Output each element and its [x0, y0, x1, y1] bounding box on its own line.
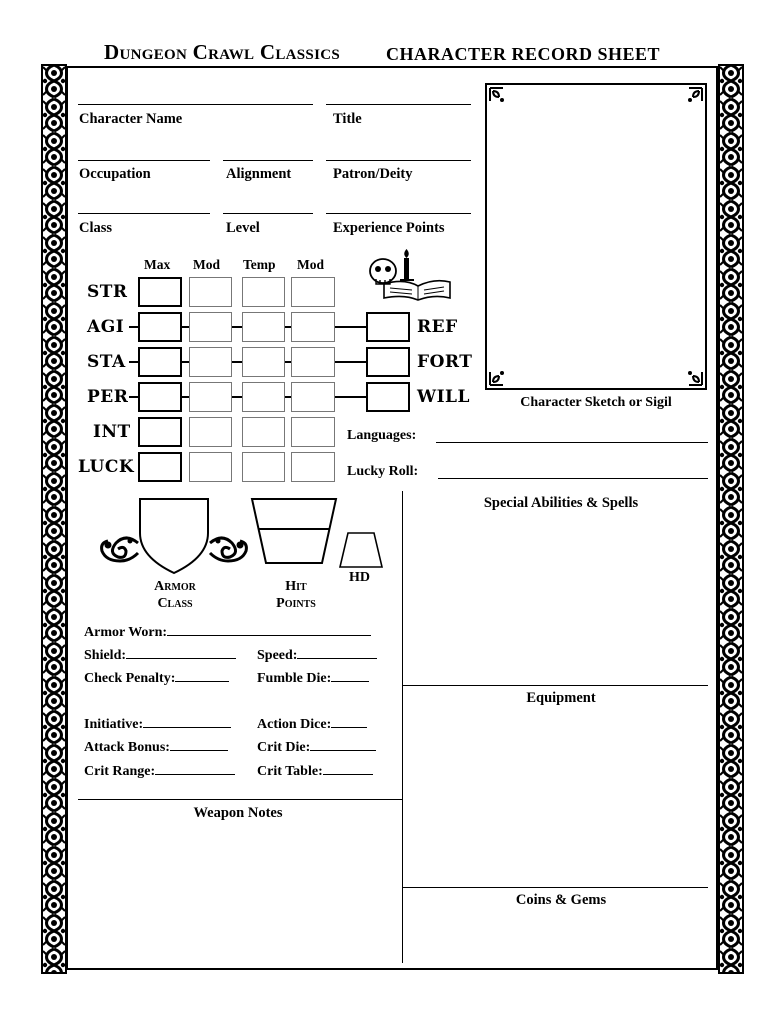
- alignment-line[interactable]: [223, 160, 313, 161]
- weapon-notes-title: Weapon Notes: [193, 805, 283, 821]
- action-dice-label: Action Dice:: [257, 717, 332, 732]
- patron-deity-line[interactable]: [326, 160, 471, 161]
- int-max-box[interactable]: [138, 417, 182, 447]
- agi-mod-box[interactable]: [189, 312, 232, 342]
- equipment-area[interactable]: [404, 710, 708, 882]
- int-mod-box[interactable]: [189, 417, 232, 447]
- connector-line: [335, 396, 367, 398]
- save-will-label: WILL: [417, 387, 470, 407]
- check-penalty-field[interactable]: [84, 671, 229, 687]
- level-label: Level: [226, 220, 260, 236]
- stat-per-label: PER: [87, 387, 129, 407]
- per-mod-box[interactable]: [189, 382, 232, 412]
- col-mod: Mod: [193, 257, 220, 272]
- per-temp-mod-box[interactable]: [291, 382, 335, 412]
- fumble-die-field[interactable]: [257, 671, 369, 687]
- crit-table-label: Crit Table:: [257, 764, 323, 779]
- crit-die-field[interactable]: [257, 740, 376, 756]
- connector-line: [335, 361, 367, 363]
- special-abilities-area[interactable]: [404, 515, 708, 681]
- will-save-box[interactable]: [366, 382, 410, 412]
- experience-points-line[interactable]: [326, 213, 471, 214]
- corner-ornament-icon: [685, 87, 703, 105]
- crit-table-field[interactable]: [257, 764, 373, 780]
- connector-line: [232, 361, 242, 363]
- armor-class-caption-line1: Armor: [154, 579, 196, 594]
- left-ornamental-border: [41, 64, 67, 974]
- shield-label: Shield:: [84, 648, 127, 663]
- luck-temp-mod-box[interactable]: [291, 452, 335, 482]
- col-max: Max: [144, 257, 171, 272]
- lucky-roll-label: Lucky Roll:: [347, 464, 419, 479]
- stat-int-label: INT: [93, 422, 131, 442]
- agi-temp-mod-box[interactable]: [291, 312, 335, 342]
- speed-label: Speed:: [257, 648, 298, 663]
- skull-book-icon: [364, 246, 452, 302]
- str-mod-box[interactable]: [189, 277, 232, 307]
- crit-range-label: Crit Range:: [84, 764, 156, 779]
- ref-save-box[interactable]: [366, 312, 410, 342]
- weapon-notes-area[interactable]: [80, 826, 398, 962]
- luck-mod-box[interactable]: [189, 452, 232, 482]
- initiative-label: Initiative:: [84, 717, 144, 732]
- sta-temp-mod-box[interactable]: [291, 347, 335, 377]
- experience-points-label: Experience Points: [333, 220, 445, 236]
- hit-dice-box-icon[interactable]: [338, 531, 384, 569]
- agi-max-box[interactable]: [138, 312, 182, 342]
- attack-bonus-field[interactable]: [84, 740, 228, 756]
- col-temp-mod: Mod: [297, 257, 324, 272]
- coins-divider: [402, 887, 708, 888]
- fort-save-box[interactable]: [366, 347, 410, 377]
- initiative-field[interactable]: [84, 717, 231, 733]
- class-label: Class: [79, 220, 113, 236]
- hit-points-caption-line2: Points: [276, 596, 316, 611]
- languages-label: Languages:: [347, 428, 417, 443]
- occupation-line[interactable]: [78, 160, 210, 161]
- character-sketch-box[interactable]: [485, 83, 707, 390]
- title-line[interactable]: [326, 104, 471, 105]
- stat-agi-label: AGI: [87, 317, 125, 337]
- armor-worn-label: Armor Worn:: [84, 625, 168, 640]
- game-title: Dungeon Crawl Classics: [104, 40, 340, 64]
- armor-class-shield-icon[interactable]: [96, 495, 250, 577]
- crit-die-label: Crit Die:: [257, 740, 311, 755]
- armor-worn-field[interactable]: [84, 625, 371, 641]
- connector-line: [232, 326, 242, 328]
- title-label: Title: [333, 111, 362, 127]
- corner-ornament-icon: [489, 87, 507, 105]
- character-name-label: Character Name: [79, 111, 183, 127]
- hit-points-box-icon[interactable]: [250, 497, 340, 569]
- speed-field[interactable]: [257, 648, 377, 664]
- per-temp-box[interactable]: [242, 382, 285, 412]
- str-temp-box[interactable]: [242, 277, 285, 307]
- int-temp-box[interactable]: [242, 417, 285, 447]
- col-temp: Temp: [243, 257, 276, 272]
- armor-class-caption-line2: Class: [157, 596, 193, 611]
- str-temp-mod-box[interactable]: [291, 277, 335, 307]
- agi-temp-box[interactable]: [242, 312, 285, 342]
- class-line[interactable]: [78, 213, 210, 214]
- coins-gems-area[interactable]: [404, 912, 708, 962]
- connector-line: [232, 396, 242, 398]
- sta-mod-box[interactable]: [189, 347, 232, 377]
- stat-str-label: STR: [87, 282, 128, 302]
- luck-max-box[interactable]: [138, 452, 182, 482]
- luck-temp-box[interactable]: [242, 452, 285, 482]
- character-name-line[interactable]: [78, 104, 313, 105]
- lucky-roll-line[interactable]: [438, 478, 708, 479]
- connector-line: [335, 326, 367, 328]
- check-penalty-label: Check Penalty:: [84, 671, 176, 686]
- shield-field[interactable]: [84, 648, 236, 664]
- level-line[interactable]: [223, 213, 313, 214]
- per-max-box[interactable]: [138, 382, 182, 412]
- languages-line[interactable]: [436, 442, 708, 443]
- alignment-label: Alignment: [226, 166, 292, 182]
- hit-points-caption-line1: Hit: [285, 579, 307, 594]
- stat-sta-label: STA: [87, 352, 126, 372]
- right-ornamental-border: [718, 64, 744, 974]
- patron-deity-label: Patron/Deity: [333, 166, 413, 182]
- sheet-title: CHARACTER RECORD SHEET: [386, 44, 661, 64]
- fumble-die-label: Fumble Die:: [257, 671, 332, 686]
- str-max-box[interactable]: [138, 277, 182, 307]
- sketch-caption: Character Sketch or Sigil: [520, 395, 672, 410]
- int-temp-mod-box[interactable]: [291, 417, 335, 447]
- crit-range-field[interactable]: [84, 764, 235, 780]
- equipment-title: Equipment: [526, 690, 596, 706]
- hd-label: HD: [349, 570, 370, 585]
- weapon-notes-divider: [78, 799, 402, 800]
- save-fort-label: FORT: [417, 352, 473, 372]
- save-ref-label: REF: [417, 317, 458, 337]
- armor-class-caption: [138, 578, 212, 612]
- corner-ornament-icon: [489, 368, 507, 386]
- attack-bonus-label: Attack Bonus:: [84, 740, 170, 755]
- stat-luck-label: LUCK: [78, 457, 135, 477]
- action-dice-field[interactable]: [257, 717, 367, 733]
- hit-points-caption: [259, 578, 333, 612]
- sta-max-box[interactable]: [138, 347, 182, 377]
- coins-gems-title: Coins & Gems: [515, 892, 607, 908]
- special-abilities-title: Special Abilities & Spells: [483, 495, 639, 511]
- corner-ornament-icon: [685, 368, 703, 386]
- equipment-divider: [402, 685, 708, 686]
- sta-temp-box[interactable]: [242, 347, 285, 377]
- occupation-label: Occupation: [79, 166, 151, 182]
